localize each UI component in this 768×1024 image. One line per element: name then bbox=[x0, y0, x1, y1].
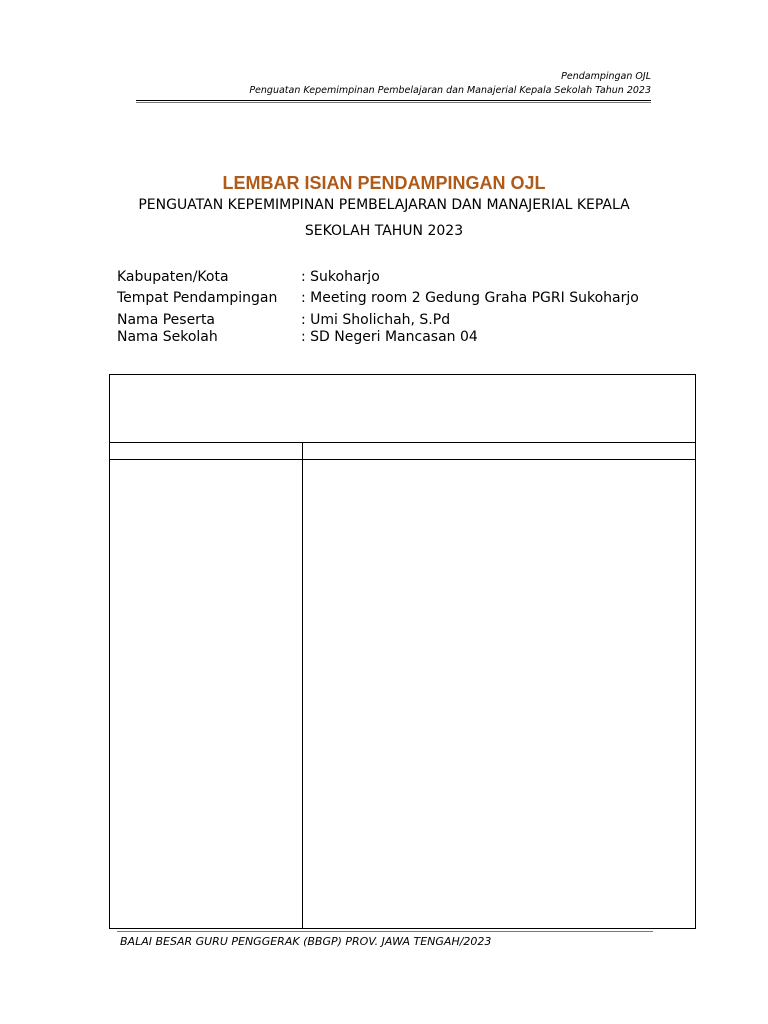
form-column-header-divider bbox=[110, 459, 695, 460]
info-label: Tempat Pendampingan bbox=[117, 290, 278, 306]
header-divider-secondary bbox=[136, 102, 651, 103]
header-document-label: Pendampingan OJL bbox=[561, 71, 651, 82]
header-program-title: Penguatan Kepemimpinan Pembelajaran dan Manajerial Kepala Sekolah Tahun 2023 bbox=[249, 85, 651, 96]
document-subtitle-line2: SEKOLAH TAHUN 2023 bbox=[304, 223, 464, 239]
info-value: : Sukoharjo bbox=[301, 269, 380, 285]
info-value: : Umi Sholichah, S.Pd bbox=[301, 312, 451, 328]
header-divider bbox=[136, 100, 651, 101]
document-title: LEMBAR ISIAN PENDAMPINGAN OJL bbox=[222, 173, 546, 193]
footer-divider bbox=[117, 931, 653, 932]
info-value: : Meeting room 2 Gedung Graha PGRI Sukoharjo bbox=[301, 290, 639, 306]
form-column-divider bbox=[302, 442, 303, 928]
info-value: : SD Negeri Mancasan 04 bbox=[301, 329, 478, 345]
document-subtitle-line1: PENGUATAN KEPEMIMPINAN PEMBELAJARAN DAN MANAJERIAL KEPALA bbox=[138, 197, 630, 213]
footer-institution: BALAI BESAR GURU PENGGERAK (BBGP) PROV. JAWA TENGAH/2023 bbox=[120, 935, 492, 948]
info-label: Kabupaten/Kota bbox=[117, 269, 229, 285]
form-header-divider bbox=[110, 442, 695, 443]
info-label: Nama Peserta bbox=[117, 312, 216, 328]
info-label: Nama Sekolah bbox=[117, 329, 218, 345]
form-table bbox=[109, 374, 696, 929]
